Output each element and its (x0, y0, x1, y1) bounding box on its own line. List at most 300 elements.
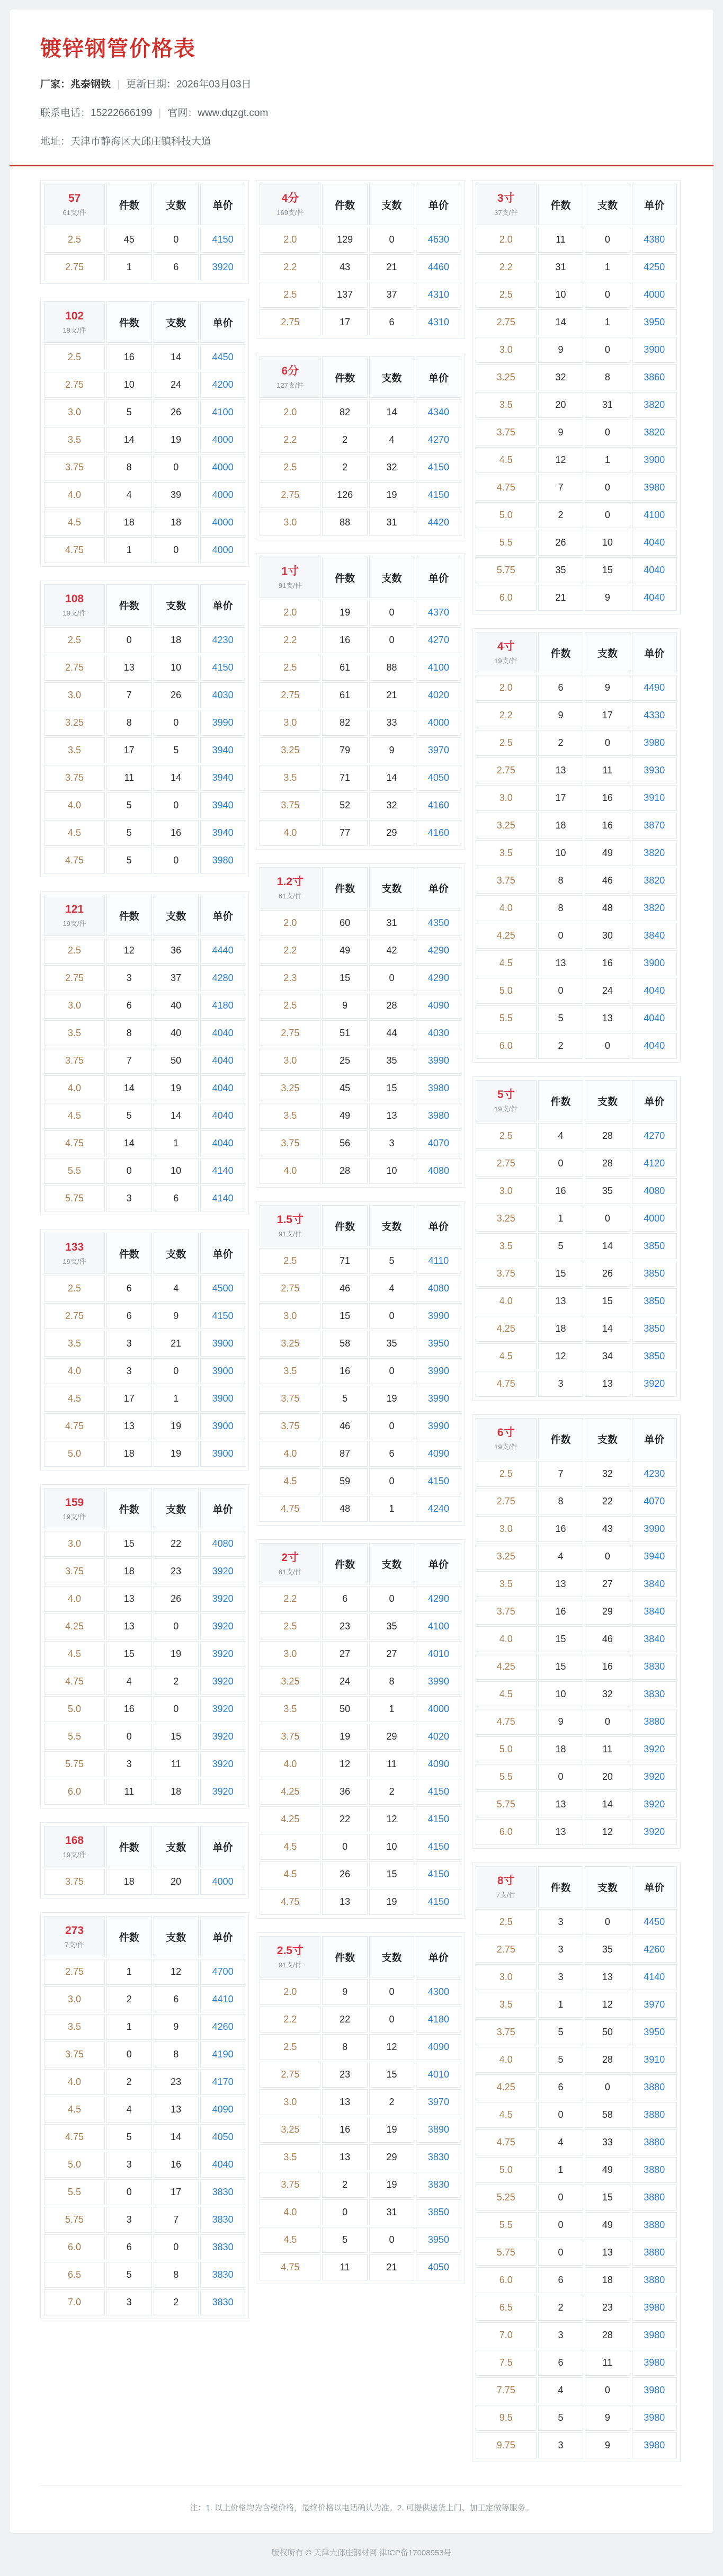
price-cell[interactable]: 3920 (200, 1558, 245, 1584)
price-cell[interactable]: 4170 (200, 2069, 245, 2095)
pipe-size: 6寸 (497, 1427, 515, 1439)
price-cell[interactable]: 3850 (416, 2199, 461, 2225)
price-cell[interactable]: 4140 (200, 1158, 245, 1184)
price-cell[interactable]: 3880 (632, 2102, 677, 2128)
price-cell[interactable]: 3880 (632, 2267, 677, 2293)
pieces-cell: 59 (322, 1468, 367, 1494)
price-cell[interactable]: 4080 (416, 1276, 461, 1302)
price-cell[interactable]: 4080 (200, 1531, 245, 1557)
price-cell[interactable]: 4440 (200, 938, 245, 964)
price-cell[interactable]: 4700 (200, 1959, 245, 1985)
table-row (476, 1764, 677, 1790)
price-cell[interactable]: 3830 (632, 1681, 677, 1707)
price-cell[interactable]: 3980 (632, 2377, 677, 2403)
price-cell[interactable]: 4230 (200, 627, 245, 653)
price-table-grid-168 (42, 1824, 247, 1896)
price-cell[interactable]: 3990 (632, 1516, 677, 1542)
price-cell[interactable]: 4140 (632, 1964, 677, 1990)
price-header: 单价 (200, 184, 245, 225)
pieces-cell: 11 (538, 227, 583, 253)
price-cell[interactable]: 3850 (632, 1233, 677, 1259)
price-cell[interactable]: 4000 (200, 454, 245, 480)
price-cell[interactable]: 3940 (632, 1544, 677, 1570)
price-cell[interactable]: 4150 (200, 655, 245, 681)
table-row (44, 682, 245, 708)
pieces-cell: 13 (538, 1791, 583, 1817)
price-cell[interactable]: 3900 (632, 447, 677, 473)
pieces-cell: 5 (106, 820, 151, 846)
price-cell[interactable]: 3950 (632, 2019, 677, 2045)
price-cell[interactable]: 3970 (416, 737, 461, 763)
pieces-cell: 71 (322, 765, 367, 791)
price-cell[interactable]: 4150 (416, 1834, 461, 1860)
thickness-cell: 3.75 (260, 792, 320, 818)
price-cell[interactable]: 3880 (632, 2212, 677, 2238)
price-cell[interactable]: 3840 (632, 1599, 677, 1625)
pieces-header: 件数 (322, 356, 367, 398)
price-cell[interactable]: 4280 (200, 965, 245, 991)
table-row (44, 254, 245, 280)
counts-cell: 29 (369, 2144, 414, 2170)
counts-header: 支数 (369, 356, 414, 398)
price-cell[interactable]: 4000 (416, 1696, 461, 1722)
counts-header: 支数 (369, 1205, 414, 1246)
thickness-cell: 4.0 (476, 895, 537, 921)
price-cell[interactable]: 3900 (200, 1331, 245, 1357)
price-cell[interactable]: 4000 (200, 1869, 245, 1895)
counts-cell: 35 (369, 1614, 414, 1639)
table-row (44, 848, 245, 873)
price-cell[interactable]: 3820 (632, 420, 677, 445)
table-row (44, 655, 245, 681)
thickness-cell: 5.75 (44, 1186, 105, 1211)
price-cell[interactable]: 4040 (200, 1130, 245, 1156)
table-row (260, 1614, 461, 1639)
pieces-header: 件数 (322, 867, 367, 908)
price-cell[interactable]: 4240 (416, 1496, 461, 1522)
price-cell[interactable]: 3980 (632, 2295, 677, 2321)
pieces-cell: 36 (322, 1779, 367, 1805)
price-cell[interactable]: 3830 (416, 2172, 461, 2198)
price-cell[interactable]: 3940 (200, 820, 245, 846)
price-cell[interactable]: 3920 (632, 1736, 677, 1762)
counts-cell: 43 (585, 1516, 630, 1542)
price-cell[interactable]: 3990 (416, 1048, 461, 1074)
price-cell[interactable]: 4150 (416, 1889, 461, 1915)
price-cell[interactable]: 4100 (632, 502, 677, 528)
thickness-cell: 4.0 (260, 1751, 320, 1777)
price-cell[interactable]: 4330 (632, 702, 677, 728)
price-cell[interactable]: 4250 (632, 254, 677, 280)
price-cell[interactable]: 3880 (632, 2129, 677, 2155)
price-cell[interactable]: 3880 (632, 1709, 677, 1735)
thickness-cell: 3.75 (44, 1048, 105, 1074)
price-cell[interactable]: 4180 (416, 2007, 461, 2033)
price-cell[interactable]: 3910 (632, 785, 677, 811)
price-cell[interactable]: 4040 (200, 1075, 245, 1101)
table-header-row (476, 1866, 677, 1908)
price-cell[interactable]: 3980 (416, 1103, 461, 1129)
thickness-cell: 4.25 (476, 1316, 537, 1342)
price-cell[interactable]: 4100 (416, 1614, 461, 1639)
price-cell[interactable]: 4010 (416, 1641, 461, 1667)
price-cell[interactable]: 4490 (632, 675, 677, 701)
price-cell[interactable]: 4090 (416, 1751, 461, 1777)
price-cell[interactable]: 3950 (416, 2227, 461, 2253)
price-cell[interactable]: 3980 (416, 1075, 461, 1101)
price-cell[interactable]: 4030 (416, 1020, 461, 1046)
counts-cell: 19 (154, 427, 199, 453)
thickness-cell: 2.75 (476, 309, 537, 335)
price-cell[interactable]: 4070 (416, 1130, 461, 1156)
price-cell[interactable]: 4230 (632, 1461, 677, 1487)
price-cell[interactable]: 3980 (632, 2432, 677, 2458)
price-cell[interactable]: 3920 (200, 1669, 245, 1695)
price-cell[interactable]: 4000 (200, 482, 245, 508)
price-cell[interactable]: 4100 (200, 399, 245, 425)
price-cell[interactable]: 3830 (200, 2234, 245, 2260)
thickness-cell: 5.0 (476, 2157, 537, 2183)
price-cell[interactable]: 3990 (416, 1413, 461, 1439)
price-cell[interactable]: 4410 (200, 1986, 245, 2012)
price-cell[interactable]: 3880 (632, 2074, 677, 2100)
price-cell[interactable]: 4090 (416, 1441, 461, 1467)
price-cell[interactable]: 3980 (632, 2322, 677, 2348)
price-table-4分 (256, 180, 465, 339)
price-cell[interactable]: 3840 (632, 1571, 677, 1597)
price-cell[interactable]: 4290 (416, 938, 461, 964)
table-row (44, 2014, 245, 2040)
price-cell[interactable]: 3920 (632, 1819, 677, 1845)
thickness-cell: 2.75 (476, 1151, 537, 1176)
price-cell[interactable]: 3850 (632, 1261, 677, 1287)
thickness-cell: 4.5 (260, 1834, 320, 1860)
price-cell[interactable]: 4630 (416, 227, 461, 253)
price-cell[interactable]: 4500 (200, 1276, 245, 1302)
price-cell[interactable]: 3920 (200, 1724, 245, 1750)
thickness-cell: 4.5 (44, 2097, 105, 2123)
price-cell[interactable]: 4310 (416, 309, 461, 335)
counts-cell: 35 (369, 1048, 414, 1074)
price-cell[interactable]: 4000 (200, 537, 245, 563)
pieces-cell: 10 (106, 372, 151, 398)
price-cell[interactable]: 4000 (632, 282, 677, 308)
pieces-cell: 2 (106, 2069, 151, 2095)
table-row (476, 337, 677, 363)
footer-note: 注：1. 以上价格均为含税价格，最终价格以电话确认为准。2. 可提供送货上门、加工定做等服务。 (40, 2485, 683, 2533)
price-cell[interactable]: 3820 (632, 392, 677, 418)
table-header-row (260, 184, 461, 225)
price-cell[interactable]: 4050 (416, 2254, 461, 2280)
price-cell[interactable]: 3880 (632, 2240, 677, 2266)
counts-cell: 2 (154, 2289, 199, 2315)
price-cell[interactable]: 4150 (416, 1779, 461, 1805)
table-row (260, 1724, 461, 1750)
thickness-cell: 4.5 (260, 2227, 320, 2253)
price-cell[interactable]: 3910 (632, 2047, 677, 2073)
counts-cell: 6 (369, 1441, 414, 1467)
price-cell[interactable]: 4040 (632, 585, 677, 611)
price-cell[interactable]: 3860 (632, 364, 677, 390)
pieces-cell: 16 (106, 1696, 151, 1722)
pieces-cell: 6 (106, 993, 151, 1019)
price-cell[interactable]: 4090 (416, 993, 461, 1019)
thickness-cell: 5.75 (44, 2207, 105, 2233)
price-cell[interactable]: 4380 (632, 227, 677, 253)
counts-cell: 0 (369, 1586, 414, 1612)
phone-number: 15222666199 (91, 108, 153, 119)
price-cell[interactable]: 3830 (632, 1654, 677, 1680)
price-cell[interactable]: 3920 (200, 1696, 245, 1722)
counts-cell: 35 (585, 1178, 630, 1204)
price-cell[interactable]: 3900 (632, 337, 677, 363)
thickness-cell: 4.75 (44, 537, 105, 563)
price-cell[interactable]: 3920 (200, 1614, 245, 1639)
price-cell[interactable]: 3970 (632, 1992, 677, 2018)
price-cell[interactable]: 3900 (632, 950, 677, 976)
tables-column-3 (472, 180, 681, 2462)
price-cell[interactable]: 3980 (632, 475, 677, 501)
price-cell[interactable]: 3950 (416, 1331, 461, 1357)
price-cell[interactable]: 3920 (632, 1764, 677, 1790)
price-cell[interactable]: 4150 (416, 1861, 461, 1887)
price-cell[interactable]: 4180 (200, 993, 245, 1019)
thickness-cell: 3.75 (476, 1599, 537, 1625)
price-cell[interactable]: 4040 (632, 557, 677, 583)
price-cell[interactable]: 4000 (632, 1206, 677, 1232)
table-row (44, 1048, 245, 1074)
pieces-cell: 25 (322, 1048, 367, 1074)
price-header: 单价 (200, 895, 245, 936)
price-cell[interactable]: 4070 (632, 1488, 677, 1514)
table-row (44, 1614, 245, 1639)
price-cell[interactable]: 3990 (416, 1386, 461, 1412)
table-row (44, 1531, 245, 1557)
price-cell[interactable]: 3990 (200, 710, 245, 736)
thickness-cell: 3.0 (476, 1964, 537, 1990)
price-cell[interactable]: 3870 (632, 813, 677, 839)
pieces-cell: 3 (538, 2322, 583, 2348)
price-cell[interactable]: 3880 (632, 2185, 677, 2210)
thickness-cell: 2.5 (260, 454, 320, 480)
price-cell[interactable]: 4020 (416, 1724, 461, 1750)
price-cell[interactable]: 3920 (200, 1641, 245, 1667)
price-cell[interactable]: 3920 (200, 254, 245, 280)
counts-cell: 13 (585, 2240, 630, 2266)
price-cell[interactable]: 3980 (200, 848, 245, 873)
pieces-cell: 0 (538, 2212, 583, 2238)
price-cell[interactable]: 3830 (200, 2262, 245, 2288)
price-cell[interactable]: 3940 (200, 765, 245, 791)
price-cell[interactable]: 3900 (200, 1441, 245, 1467)
price-cell[interactable]: 4040 (632, 530, 677, 556)
thickness-cell: 9.75 (476, 2432, 537, 2458)
price-cell[interactable]: 3940 (200, 737, 245, 763)
price-cell[interactable]: 3980 (632, 2350, 677, 2376)
price-cell[interactable]: 3820 (632, 868, 677, 894)
pieces-cell: 24 (322, 1669, 367, 1695)
price-cell[interactable]: 4450 (632, 1909, 677, 1935)
price-cell[interactable]: 3990 (416, 1669, 461, 1695)
thickness-cell: 3.0 (260, 2089, 320, 2115)
table-header-row (44, 895, 245, 936)
price-cell[interactable]: 4040 (200, 2152, 245, 2178)
table-row (260, 1020, 461, 1046)
price-cell[interactable]: 4270 (416, 427, 461, 453)
table-size-header (476, 1418, 537, 1459)
pieces-cell: 18 (106, 1441, 151, 1467)
price-cell[interactable]: 3850 (632, 1343, 677, 1369)
price-cell[interactable]: 4040 (632, 1033, 677, 1059)
price-cell[interactable]: 4450 (200, 344, 245, 370)
thickness-cell: 3.5 (476, 1233, 537, 1259)
price-cell[interactable]: 3830 (416, 2144, 461, 2170)
price-cell[interactable]: 4260 (632, 1937, 677, 1963)
counts-cell: 0 (369, 2227, 414, 2253)
counts-cell: 14 (154, 344, 199, 370)
counts-cell: 32 (369, 792, 414, 818)
price-cell[interactable]: 4010 (416, 2062, 461, 2088)
thickness-cell: 4.25 (260, 1779, 320, 1805)
pieces-cell: 0 (322, 1834, 367, 1860)
price-cell[interactable]: 3990 (416, 1303, 461, 1329)
counts-cell: 0 (585, 227, 630, 253)
price-cell[interactable]: 4190 (200, 2042, 245, 2067)
price-cell[interactable]: 3940 (200, 792, 245, 818)
price-cell[interactable]: 4290 (416, 1586, 461, 1612)
thickness-cell: 3.5 (260, 1103, 320, 1129)
thickness-cell: 3.75 (476, 420, 537, 445)
price-cell[interactable]: 4040 (200, 1020, 245, 1046)
price-cell[interactable]: 4000 (416, 710, 461, 736)
price-cell[interactable]: 3920 (632, 1791, 677, 1817)
pipe-size: 4寸 (497, 640, 515, 653)
price-cell[interactable]: 4460 (416, 254, 461, 280)
thickness-cell: 3.75 (260, 1413, 320, 1439)
counts-cell: 0 (154, 454, 199, 480)
price-cell[interactable]: 4050 (416, 765, 461, 791)
price-cell[interactable]: 3900 (200, 1386, 245, 1412)
price-cell[interactable]: 3840 (632, 923, 677, 949)
price-cell[interactable]: 3830 (200, 2179, 245, 2205)
table-row (44, 965, 245, 991)
price-cell[interactable]: 3850 (632, 1316, 677, 1342)
price-cell[interactable]: 4160 (416, 792, 461, 818)
price-cell[interactable]: 4270 (632, 1123, 677, 1149)
price-cell[interactable]: 3900 (200, 1413, 245, 1439)
thickness-cell: 3.0 (260, 1048, 320, 1074)
counts-cell: 0 (369, 1413, 414, 1439)
thickness-cell: 2.5 (476, 1461, 537, 1487)
pieces-cell: 13 (538, 1819, 583, 1845)
price-cell[interactable]: 4150 (416, 1806, 461, 1832)
price-cell[interactable]: 3990 (416, 1358, 461, 1384)
price-cell[interactable]: 4040 (632, 978, 677, 1004)
price-cell[interactable]: 4090 (416, 2034, 461, 2060)
thickness-cell: 6.0 (476, 1819, 537, 1845)
price-cell[interactable]: 4310 (416, 282, 461, 308)
price-cell[interactable]: 4200 (200, 372, 245, 398)
price-table-grid-6分 (258, 355, 462, 537)
price-cell[interactable]: 3950 (632, 309, 677, 335)
price-cell[interactable]: 3830 (200, 2289, 245, 2315)
price-cell[interactable]: 4080 (632, 1178, 677, 1204)
pieces-cell: 1 (106, 1959, 151, 1985)
price-cell[interactable]: 4260 (200, 2014, 245, 2040)
pieces-cell: 3 (106, 1186, 151, 1211)
price-cell[interactable]: 3970 (416, 2089, 461, 2115)
price-cell[interactable]: 3980 (632, 730, 677, 756)
price-cell[interactable]: 4080 (416, 1158, 461, 1184)
price-cell[interactable]: 4140 (200, 1186, 245, 1211)
table-row (476, 254, 677, 280)
price-cell[interactable]: 4000 (200, 510, 245, 536)
price-cell[interactable]: 4030 (200, 682, 245, 708)
price-cell[interactable]: 3850 (632, 1288, 677, 1314)
price-cell[interactable]: 4020 (416, 682, 461, 708)
pieces-cell: 10 (538, 282, 583, 308)
price-cell[interactable]: 4160 (416, 820, 461, 846)
price-cell[interactable]: 4290 (416, 965, 461, 991)
price-cell[interactable]: 4150 (416, 1468, 461, 1494)
price-cell[interactable]: 3920 (632, 1371, 677, 1397)
price-cell[interactable]: 4150 (200, 1303, 245, 1329)
price-cell[interactable]: 4340 (416, 399, 461, 425)
price-cell[interactable]: 3920 (200, 1751, 245, 1777)
price-cell[interactable]: 3830 (200, 2207, 245, 2233)
price-cell[interactable]: 4110 (416, 1248, 461, 1274)
price-cell[interactable]: 3920 (200, 1586, 245, 1612)
price-cell[interactable]: 3820 (632, 840, 677, 866)
price-cell[interactable]: 4420 (416, 510, 461, 536)
thickness-cell: 2.0 (260, 227, 320, 253)
price-cell[interactable]: 3900 (200, 1358, 245, 1384)
price-cell[interactable]: 4270 (416, 627, 461, 653)
price-cell[interactable]: 4040 (200, 1103, 245, 1129)
price-cell[interactable]: 3920 (200, 1779, 245, 1805)
price-cell[interactable]: 4000 (200, 427, 245, 453)
price-cell[interactable]: 3980 (632, 2405, 677, 2431)
price-cell[interactable]: 3880 (632, 2157, 677, 2183)
price-cell[interactable]: 3820 (632, 895, 677, 921)
price-cell[interactable]: 4090 (200, 2097, 245, 2123)
price-cell[interactable]: 4040 (632, 1005, 677, 1031)
price-cell[interactable]: 4120 (632, 1151, 677, 1176)
table-row (476, 1709, 677, 1735)
price-cell[interactable]: 4150 (416, 454, 461, 480)
price-cell[interactable]: 3840 (632, 1626, 677, 1652)
price-cell[interactable]: 4040 (200, 1048, 245, 1074)
counts-cell: 4 (369, 1276, 414, 1302)
price-cell[interactable]: 4370 (416, 600, 461, 626)
price-cell[interactable]: 4050 (200, 2124, 245, 2150)
counts-cell: 0 (369, 965, 414, 991)
pieces-cell: 4 (538, 2129, 583, 2155)
price-cell[interactable]: 4350 (416, 910, 461, 936)
counts-cell: 24 (585, 978, 630, 1004)
table-header-row (44, 584, 245, 626)
table-row (44, 820, 245, 846)
price-cell[interactable]: 3890 (416, 2117, 461, 2143)
price-cell[interactable]: 4150 (416, 482, 461, 508)
table-row (44, 1779, 245, 1805)
thickness-cell: 3.5 (44, 1020, 105, 1046)
price-cell[interactable]: 4300 (416, 1979, 461, 2005)
price-cell[interactable]: 4100 (416, 655, 461, 681)
price-cell[interactable]: 3930 (632, 757, 677, 783)
pieces-cell: 17 (538, 785, 583, 811)
price-cell[interactable]: 4150 (200, 227, 245, 253)
